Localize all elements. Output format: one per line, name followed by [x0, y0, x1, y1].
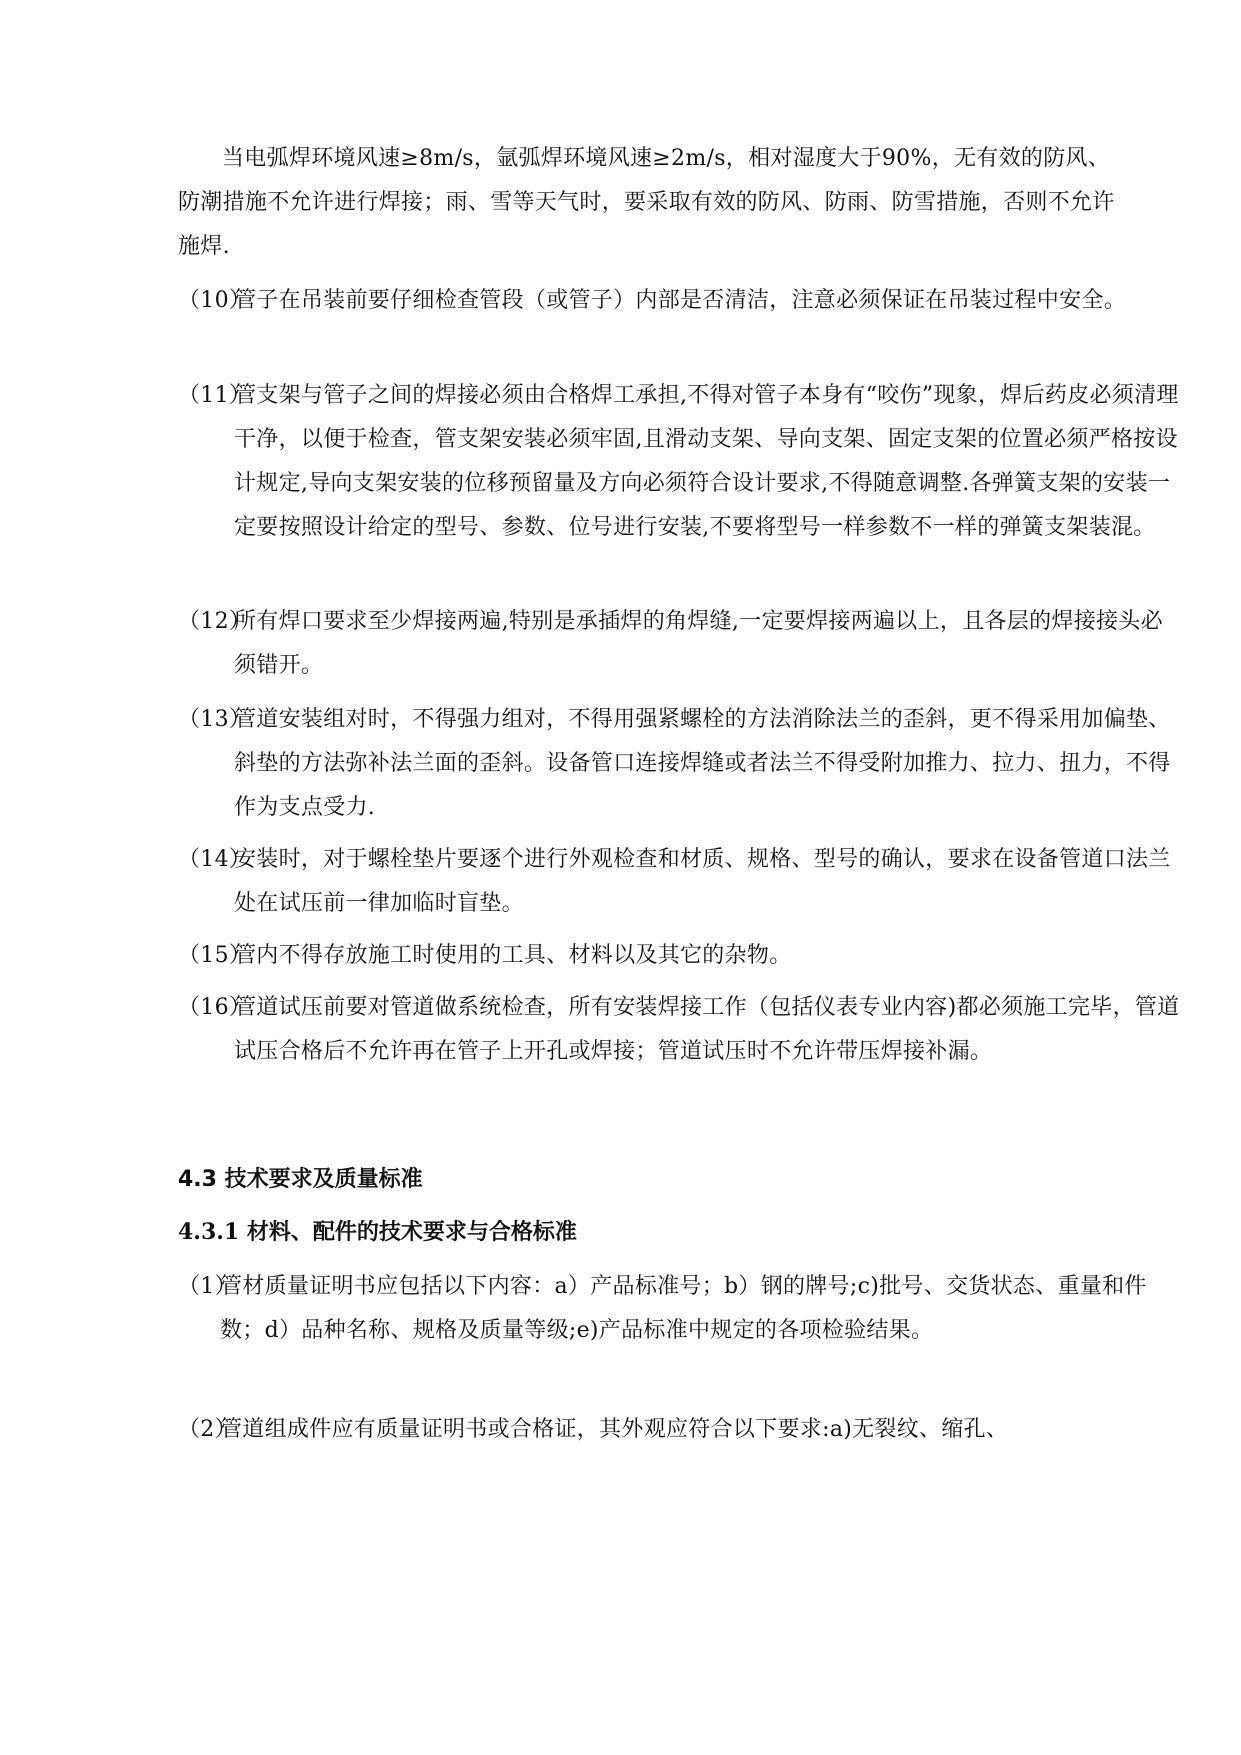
- list-item-14: [178, 838, 1180, 926]
- list-item-number: （1）: [178, 1274, 237, 1299]
- list-item-15: [178, 934, 1180, 978]
- list-item-number: （2）: [178, 1417, 237, 1442]
- list-item-text: 管支架与管子之间的焊接必须由合格焊工承担,不得对管子本身有“咬伤”现象，焊后药皮必须清理干净，以便于检查，管支架安装必须牢固,且滑动支架、导向支架、固定支架的位置必须严格按设计规定,导向支架安装的位移预留量及方向必须符合设计要求,不得随意调整.各弹簧支架的安装一定要按照设计给定的型号、参数、位号进行安装,不要将型号一样参数不一样的弹簧支架装混。: [234, 383, 1179, 540]
- list-item-16: [178, 986, 1180, 1074]
- list-item-number: （15）: [178, 943, 252, 968]
- list-item-12: [178, 600, 1180, 688]
- list-item-text: 所有焊口要求至少焊接两遍,特别是承插焊的角焊缝,一定要焊接两遍以上，且各层的焊接接头必须错开。: [234, 609, 1163, 678]
- list-item-text: 管道安装组对时，不得强力组对，不得用强紧螺栓的方法消除法兰的歪斜，更不得采用加偏垫、斜垫的方法弥补法兰面的歪斜。设备管口连接焊缝或者法兰不得受附加推力、拉力、扭力，不得作为支点受力.: [234, 707, 1171, 820]
- list-item-number: （10）: [178, 288, 252, 313]
- list-item-number: （16）: [178, 995, 252, 1020]
- list-item-text: 管道组成件应有质量证明书或合格证，其外观应符合以下要求:a)无裂纹、缩孔、: [220, 1417, 1009, 1442]
- subsection-heading: 4.3.1 材料、配件的技术要求与合格标准: [178, 1219, 577, 1245]
- list-item-11: [178, 374, 1180, 550]
- list-item-number: （13）: [178, 707, 252, 732]
- section-heading: 4.3 技术要求及质量标准: [178, 1167, 423, 1192]
- list-item-text: 安装时，对于螺栓垫片要逐个进行外观检查和材质、规格、型号的确认，要求在设备管道口法兰处在试压前一律加临时盲垫。: [234, 847, 1171, 916]
- list-item-number: （14）: [178, 847, 252, 872]
- sub-list-item-2: [178, 1408, 1166, 1452]
- list-item-10: [178, 279, 1180, 323]
- list-item-number: （12）: [178, 609, 252, 634]
- list-item-text: 管材质量证明书应包括以下内容：a）产品标准号；b）钢的牌号;c)批号、交货状态、重量和件数；d）品种名称、规格及质量等级;e)产品标准中规定的各项检验结果。: [220, 1274, 1147, 1343]
- list-item-text: 管内不得存放施工时使用的工具、材料以及其它的杂物。: [234, 943, 792, 968]
- intro-paragraph: 当电弧焊环境风速≥8m/s，氩弧焊环境风速≥2m/s，相对湿度大于90%，无有效的防风、防潮措施不允许进行焊接；雨、雪等天气时，要采取有效的防风、防雨、防雪措施，否则不允许施焊.: [178, 146, 1115, 259]
- list-item-text: 管子在吊装前要仔细检查管段（或管子）内部是否清洁，注意必须保证在吊装过程中安全。: [234, 288, 1127, 313]
- list-item-number: （11）: [178, 383, 252, 408]
- list-item-13: [178, 698, 1180, 830]
- list-item-text: 管道试压前要对管道做系统检查，所有安装焊接工作（包括仪表专业内容)都必须施工完毕，管道试压合格后不允许再在管子上开孔或焊接；管道试压时不允许带压焊接补漏。: [234, 995, 1180, 1064]
- sub-list-item-1: [178, 1265, 1166, 1353]
